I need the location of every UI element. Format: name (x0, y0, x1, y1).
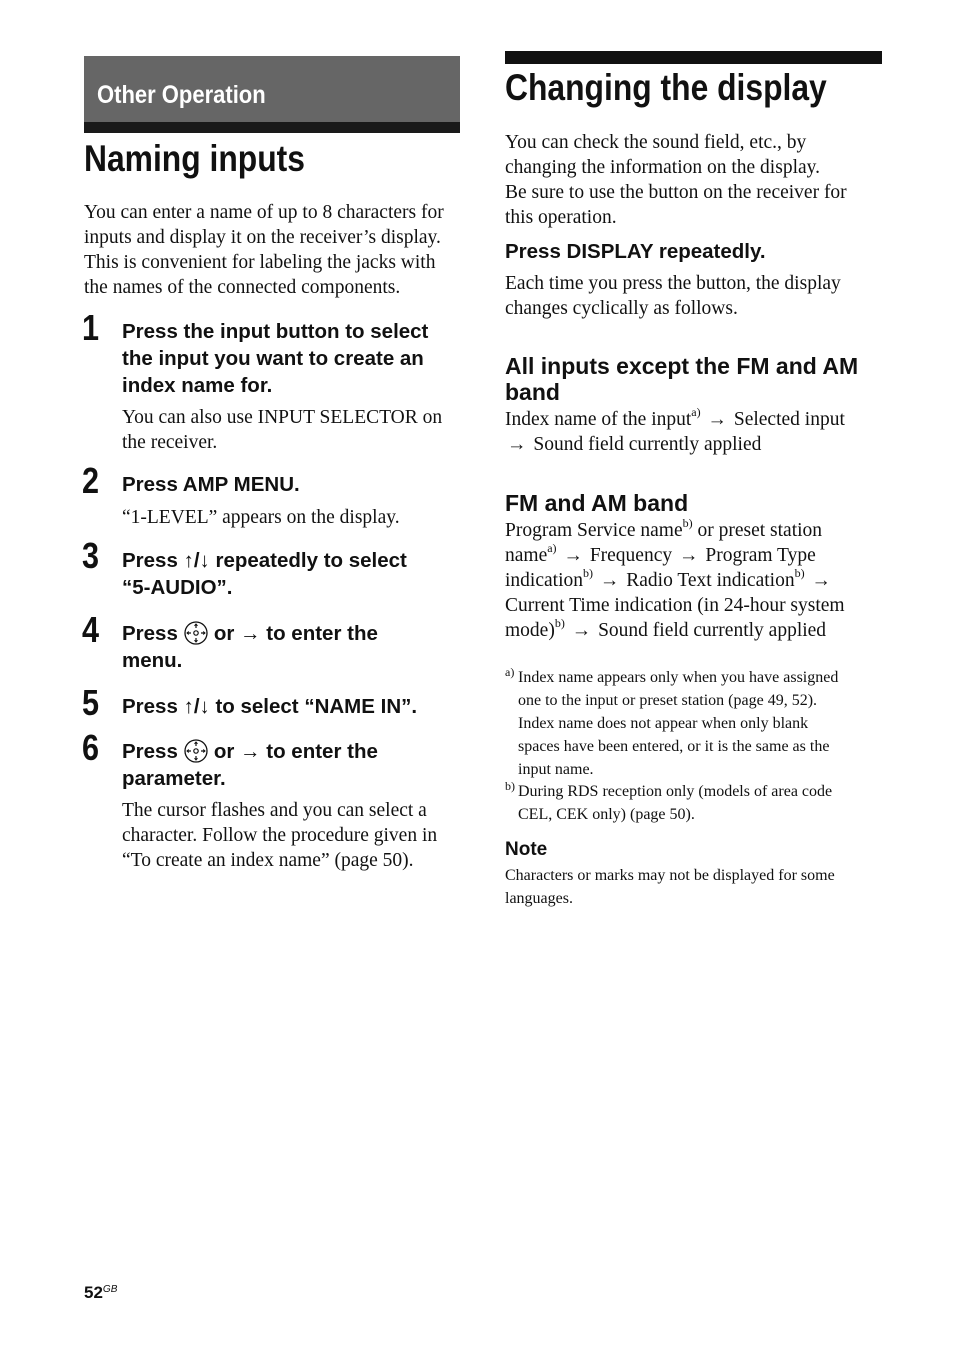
fm-am-sequence: Program Service name$^{b)}$ or preset station name$^{a)}$ → Frequency → Program Type indication$^{b)}$ → Radio Text indication$^{b)}$ → Current Time indication (in 24-hour system mode)$^{b)}$ → Sound field currently applied (505, 516, 845, 641)
section-label: Other Operation (97, 81, 266, 109)
step-3-number: 3 (82, 535, 100, 576)
arrow-icon: → (599, 570, 620, 591)
step-1-title: Press the input button to select the input you want to create an index name for. (122, 320, 429, 397)
step-5-title: Press ↑/↓ to select “NAME IN”. (122, 695, 418, 718)
note-heading: Note (505, 839, 548, 860)
step-1-number: 1 (82, 307, 100, 348)
press-display-desc: Each time you press the button, the display changes cyclically as follows. (505, 273, 841, 319)
step-4-number: 4 (82, 609, 100, 650)
arrow-icon: → (507, 434, 527, 455)
footnote-a (505, 666, 885, 781)
footnote-a-text: Index name appears only when you have assigned one to the input or preset station (page 49, 52). Index name does not appear when only blank spaces have been entered, or it is the same as the input name. (518, 669, 839, 778)
arrow-icon: → (707, 409, 727, 430)
right-arrow-icon: → (240, 622, 261, 645)
up-down-arrows-icon: ↑/↓ (183, 549, 210, 572)
section-bar (84, 122, 460, 133)
arrow-icon: → (811, 570, 831, 591)
step-1-desc: You can also use INPUT SELECTOR on the receiver. (122, 407, 443, 453)
arrow-icon: → (563, 545, 583, 566)
all-inputs-sequence: Index name of the input$^{a)}$ → Selected input → Sound field currently applied (505, 405, 845, 455)
top-rule (505, 51, 882, 64)
all-inputs-heading: All inputs except the FM and AM band (505, 353, 859, 405)
step-5-number: 5 (82, 682, 100, 723)
footnote-b-text: During RDS reception only (models of area code CEL, CEK only) (page 50). (518, 783, 833, 823)
enter-button-icon (184, 621, 208, 645)
step-2-number: 2 (82, 460, 100, 501)
step-2-desc: “1-LEVEL” appears on the display. (122, 507, 400, 528)
step-2-title: Press AMP MENU. (122, 473, 300, 496)
enter-button-icon (184, 739, 208, 763)
page-suffix: GB (102, 1284, 118, 1295)
footnote-b-mark: b) (505, 779, 515, 793)
step-6-desc: The cursor flashes and you can select a character. Follow the procedure given in “To create an index name” (page 50). (122, 800, 438, 871)
page-number: $52^{GB}$ (84, 1283, 118, 1302)
step-6-number: 6 (82, 727, 100, 768)
naming-inputs-title: Naming inputs (84, 138, 305, 179)
footnote-a-mark: a) (505, 665, 515, 679)
section-tab (84, 56, 460, 122)
arrow-icon: → (679, 545, 699, 566)
arrow-icon: → (571, 620, 592, 641)
note-text: Characters or marks may not be displayed for some languages. (505, 867, 835, 907)
step-4-title: Press or → to enter the menu. (122, 622, 378, 672)
press-display-heading: Press DISPLAY repeatedly. (505, 240, 766, 263)
fm-am-heading: FM and AM band (505, 490, 689, 516)
step-6-title: Press or → to enter the parameter. (122, 740, 378, 790)
up-down-arrows-icon: ↑/↓ (183, 695, 210, 718)
footnote-b (505, 780, 885, 826)
naming-intro: You can enter a name of up to 8 characters for inputs and display it on the receiver’s display. This is convenient for labeling the jacks with the names of the connected components. (84, 202, 444, 298)
display-intro: You can check the sound field, etc., by changing the information on the display. Be sure to use the button on the receiver for this operation. (505, 132, 847, 228)
right-arrow-icon: → (240, 740, 261, 763)
step-3-title: Press ↑/↓ repeatedly to select “5-AUDIO”. (122, 549, 407, 599)
changing-display-title: Changing the display (505, 67, 827, 108)
